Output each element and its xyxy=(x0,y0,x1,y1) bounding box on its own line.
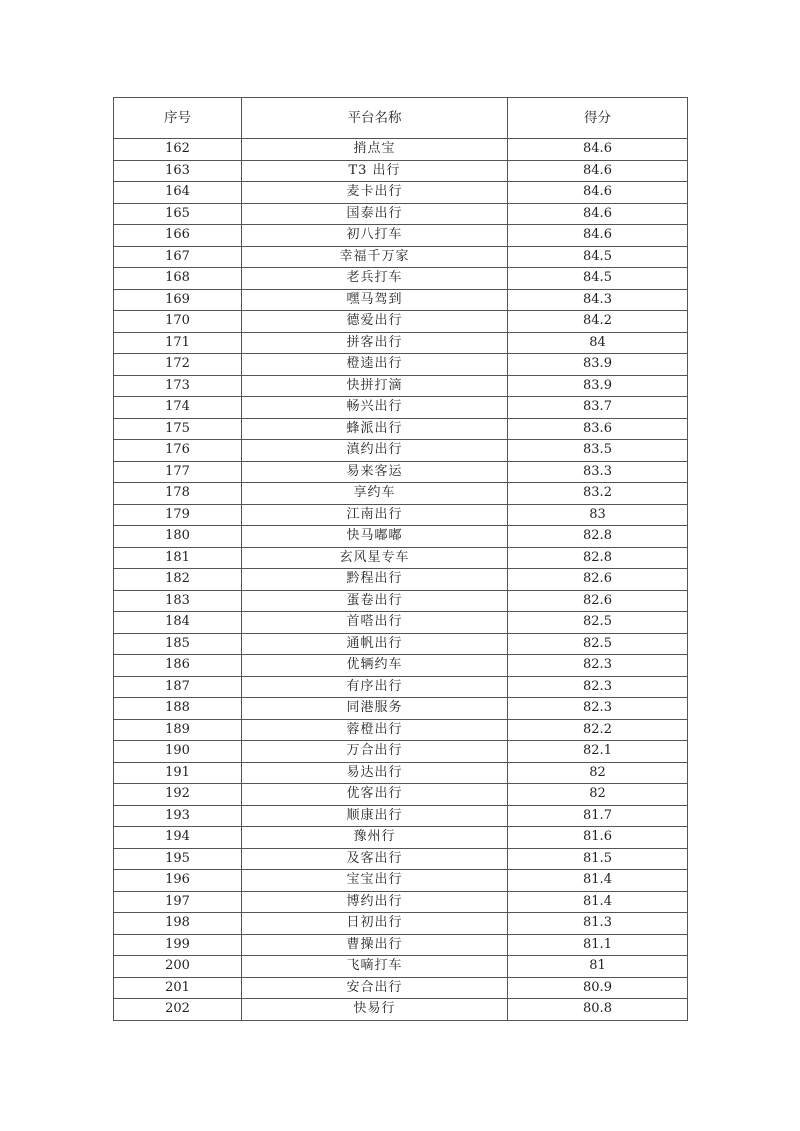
row-score: 84.5 xyxy=(508,268,688,290)
table-row xyxy=(114,139,688,161)
row-index: 166 xyxy=(114,225,242,247)
row-index: 181 xyxy=(114,547,242,569)
row-platform-name: 快易行 xyxy=(242,999,508,1021)
row-score: 80.8 xyxy=(508,999,688,1021)
table-row xyxy=(114,848,688,870)
row-score: 84.2 xyxy=(508,311,688,333)
table-row xyxy=(114,891,688,913)
row-index: 176 xyxy=(114,440,242,462)
row-platform-name: 日初出行 xyxy=(242,913,508,935)
row-index: 191 xyxy=(114,762,242,784)
table-row xyxy=(114,461,688,483)
row-platform-name: 易达出行 xyxy=(242,762,508,784)
row-index: 199 xyxy=(114,934,242,956)
row-platform-name: 江南出行 xyxy=(242,504,508,526)
table-row xyxy=(114,655,688,677)
row-index: 190 xyxy=(114,741,242,763)
table-row xyxy=(114,483,688,505)
row-score: 83 xyxy=(508,504,688,526)
table-row xyxy=(114,268,688,290)
row-index: 201 xyxy=(114,977,242,999)
row-score: 84.6 xyxy=(508,182,688,204)
row-index: 171 xyxy=(114,332,242,354)
table-row xyxy=(114,354,688,376)
table-row xyxy=(114,827,688,849)
table-row xyxy=(114,311,688,333)
row-index: 168 xyxy=(114,268,242,290)
row-index: 189 xyxy=(114,719,242,741)
row-score: 82 xyxy=(508,784,688,806)
row-platform-name: 拼客出行 xyxy=(242,332,508,354)
row-index: 170 xyxy=(114,311,242,333)
row-platform-name: 博约出行 xyxy=(242,891,508,913)
row-platform-name: 蜂派出行 xyxy=(242,418,508,440)
row-index: 198 xyxy=(114,913,242,935)
row-platform-name: 飞嘀打车 xyxy=(242,956,508,978)
row-platform-name: 玄风星专车 xyxy=(242,547,508,569)
row-index: 179 xyxy=(114,504,242,526)
row-index: 177 xyxy=(114,461,242,483)
row-platform-name: 通帆出行 xyxy=(242,633,508,655)
table-row xyxy=(114,440,688,462)
row-score: 82.5 xyxy=(508,633,688,655)
table-body xyxy=(114,139,688,1021)
table-row xyxy=(114,590,688,612)
table-row xyxy=(114,246,688,268)
table-row xyxy=(114,332,688,354)
table-row xyxy=(114,870,688,892)
table-row xyxy=(114,289,688,311)
row-score: 81.4 xyxy=(508,870,688,892)
row-platform-name: 及客出行 xyxy=(242,848,508,870)
row-index: 196 xyxy=(114,870,242,892)
row-platform-name: 蛋卷出行 xyxy=(242,590,508,612)
row-index: 163 xyxy=(114,160,242,182)
row-platform-name: 畅兴出行 xyxy=(242,397,508,419)
row-platform-name: 有序出行 xyxy=(242,676,508,698)
row-score: 82.3 xyxy=(508,655,688,677)
row-score: 84.6 xyxy=(508,139,688,161)
row-platform-name: 滇约出行 xyxy=(242,440,508,462)
table-row xyxy=(114,633,688,655)
table-row xyxy=(114,547,688,569)
row-platform-name: 黔程出行 xyxy=(242,569,508,591)
row-platform-name: 初八打车 xyxy=(242,225,508,247)
row-score: 83.7 xyxy=(508,397,688,419)
row-index: 200 xyxy=(114,956,242,978)
header-index: 序号 xyxy=(114,98,242,139)
row-score: 82.2 xyxy=(508,719,688,741)
row-index: 192 xyxy=(114,784,242,806)
row-score: 84.6 xyxy=(508,160,688,182)
row-index: 175 xyxy=(114,418,242,440)
row-score: 83.3 xyxy=(508,461,688,483)
row-index: 195 xyxy=(114,848,242,870)
row-index: 164 xyxy=(114,182,242,204)
row-score: 84.5 xyxy=(508,246,688,268)
row-index: 183 xyxy=(114,590,242,612)
row-index: 187 xyxy=(114,676,242,698)
table-row xyxy=(114,956,688,978)
row-score: 82.3 xyxy=(508,676,688,698)
row-score: 81.6 xyxy=(508,827,688,849)
row-platform-name: 首嗒出行 xyxy=(242,612,508,634)
table-row xyxy=(114,182,688,204)
table-row xyxy=(114,762,688,784)
row-platform-name: 幸福千万家 xyxy=(242,246,508,268)
row-platform-name: 优客出行 xyxy=(242,784,508,806)
row-platform-name: 万合出行 xyxy=(242,741,508,763)
row-score: 84.3 xyxy=(508,289,688,311)
row-score: 82.3 xyxy=(508,698,688,720)
row-score: 81 xyxy=(508,956,688,978)
row-score: 82.8 xyxy=(508,526,688,548)
row-index: 194 xyxy=(114,827,242,849)
row-score: 80.9 xyxy=(508,977,688,999)
row-platform-name: 快拼打滴 xyxy=(242,375,508,397)
header-score: 得分 xyxy=(508,98,688,139)
row-score: 82.6 xyxy=(508,569,688,591)
row-index: 162 xyxy=(114,139,242,161)
table-row xyxy=(114,160,688,182)
row-index: 169 xyxy=(114,289,242,311)
row-score: 83.2 xyxy=(508,483,688,505)
row-index: 185 xyxy=(114,633,242,655)
row-platform-name: 优辆约车 xyxy=(242,655,508,677)
table-row xyxy=(114,741,688,763)
row-score: 81.3 xyxy=(508,913,688,935)
row-score: 84.6 xyxy=(508,225,688,247)
row-score: 83.9 xyxy=(508,375,688,397)
table-row xyxy=(114,375,688,397)
row-platform-name: 嘿马驾到 xyxy=(242,289,508,311)
table-row xyxy=(114,999,688,1021)
row-score: 81.4 xyxy=(508,891,688,913)
row-platform-name: 蓉橙出行 xyxy=(242,719,508,741)
row-platform-name: 顺康出行 xyxy=(242,805,508,827)
row-platform-name: 麦卡出行 xyxy=(242,182,508,204)
table-row xyxy=(114,934,688,956)
row-score: 82.6 xyxy=(508,590,688,612)
row-index: 202 xyxy=(114,999,242,1021)
header-row xyxy=(114,98,688,139)
table-row xyxy=(114,569,688,591)
row-platform-name: 快马嘟嘟 xyxy=(242,526,508,548)
header-platform-name: 平台名称 xyxy=(242,98,508,139)
row-platform-name: 国泰出行 xyxy=(242,203,508,225)
table-row xyxy=(114,784,688,806)
row-score: 81.5 xyxy=(508,848,688,870)
table-row xyxy=(114,225,688,247)
row-index: 186 xyxy=(114,655,242,677)
row-index: 193 xyxy=(114,805,242,827)
row-platform-name: 宝宝出行 xyxy=(242,870,508,892)
row-index: 184 xyxy=(114,612,242,634)
row-index: 182 xyxy=(114,569,242,591)
row-score: 84 xyxy=(508,332,688,354)
row-score: 82.5 xyxy=(508,612,688,634)
row-score: 81.7 xyxy=(508,805,688,827)
row-platform-name: 豫州行 xyxy=(242,827,508,849)
row-index: 165 xyxy=(114,203,242,225)
row-score: 82.8 xyxy=(508,547,688,569)
table-row xyxy=(114,698,688,720)
row-score: 81.1 xyxy=(508,934,688,956)
row-index: 197 xyxy=(114,891,242,913)
row-platform-name: 老兵打车 xyxy=(242,268,508,290)
table-row xyxy=(114,977,688,999)
table-row xyxy=(114,504,688,526)
table-row xyxy=(114,397,688,419)
row-index: 173 xyxy=(114,375,242,397)
table-row xyxy=(114,203,688,225)
row-score: 83.5 xyxy=(508,440,688,462)
table-row xyxy=(114,805,688,827)
row-index: 167 xyxy=(114,246,242,268)
table-row xyxy=(114,418,688,440)
row-score: 84.6 xyxy=(508,203,688,225)
row-platform-name: 橙逵出行 xyxy=(242,354,508,376)
table-header xyxy=(114,98,688,139)
row-platform-name: 捎点宝 xyxy=(242,139,508,161)
row-score: 83.6 xyxy=(508,418,688,440)
row-platform-name: T3 出行 xyxy=(242,160,508,182)
row-platform-name: 同港服务 xyxy=(242,698,508,720)
row-score: 82 xyxy=(508,762,688,784)
table-row xyxy=(114,719,688,741)
row-platform-name: 享约车 xyxy=(242,483,508,505)
table-row xyxy=(114,676,688,698)
ranking-table xyxy=(113,97,688,1021)
row-index: 178 xyxy=(114,483,242,505)
row-index: 174 xyxy=(114,397,242,419)
table-row xyxy=(114,913,688,935)
row-platform-name: 易来客运 xyxy=(242,461,508,483)
row-index: 172 xyxy=(114,354,242,376)
row-platform-name: 曹操出行 xyxy=(242,934,508,956)
row-index: 180 xyxy=(114,526,242,548)
table-row xyxy=(114,526,688,548)
row-index: 188 xyxy=(114,698,242,720)
row-score: 83.9 xyxy=(508,354,688,376)
row-platform-name: 安合出行 xyxy=(242,977,508,999)
row-score: 82.1 xyxy=(508,741,688,763)
table-row xyxy=(114,612,688,634)
row-platform-name: 德爱出行 xyxy=(242,311,508,333)
